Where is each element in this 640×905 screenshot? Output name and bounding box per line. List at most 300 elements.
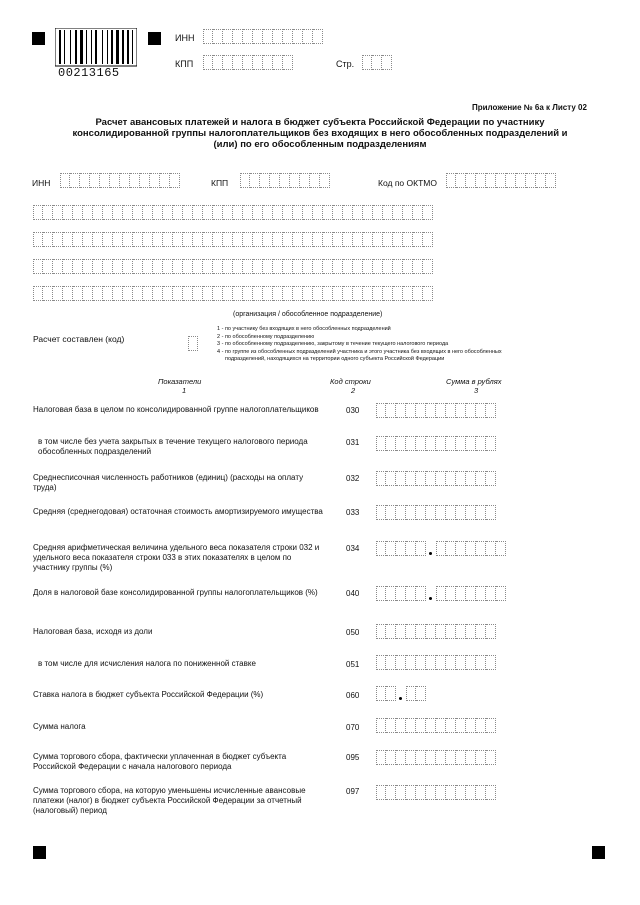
input-cell[interactable] (466, 750, 476, 765)
input-cell[interactable] (323, 259, 333, 274)
input-cell[interactable] (456, 173, 466, 188)
input-cell[interactable] (53, 205, 63, 220)
input-cell[interactable] (403, 259, 413, 274)
input-cell[interactable] (372, 55, 382, 70)
input-cell[interactable] (376, 471, 386, 486)
input-cell[interactable] (466, 505, 476, 520)
input-cell[interactable] (416, 541, 426, 556)
input-cell[interactable] (376, 686, 386, 701)
input-cell[interactable] (476, 750, 486, 765)
input-cell[interactable] (73, 205, 83, 220)
input-cell[interactable] (403, 232, 413, 247)
input-cell[interactable] (476, 541, 486, 556)
input-cell[interactable] (263, 205, 273, 220)
input-cell[interactable] (253, 205, 263, 220)
input-cell[interactable] (406, 436, 416, 451)
input-cell[interactable] (293, 232, 303, 247)
input-cell[interactable] (406, 686, 416, 701)
row-value-fraction-field[interactable] (436, 541, 506, 556)
input-cell[interactable] (63, 205, 73, 220)
row-value-integer-field[interactable] (376, 586, 426, 601)
input-cell[interactable] (300, 173, 310, 188)
input-cell[interactable] (83, 259, 93, 274)
input-cell[interactable] (436, 718, 446, 733)
input-cell[interactable] (333, 205, 343, 220)
input-cell[interactable] (403, 286, 413, 301)
input-cell[interactable] (436, 750, 446, 765)
input-cell[interactable] (446, 541, 456, 556)
input-cell[interactable] (476, 718, 486, 733)
input-cell[interactable] (223, 205, 233, 220)
input-cell[interactable] (446, 785, 456, 800)
input-cell[interactable] (283, 232, 293, 247)
row-value-field[interactable] (376, 624, 496, 639)
input-cell[interactable] (310, 173, 320, 188)
input-cell[interactable] (386, 655, 396, 670)
input-cell[interactable] (153, 205, 163, 220)
input-cell[interactable] (386, 436, 396, 451)
input-cell[interactable] (353, 205, 363, 220)
input-cell[interactable] (376, 541, 386, 556)
input-cell[interactable] (436, 403, 446, 418)
input-cell[interactable] (33, 286, 43, 301)
input-cell[interactable] (173, 259, 183, 274)
input-cell[interactable] (163, 286, 173, 301)
oktmo-field[interactable] (446, 173, 556, 188)
input-cell[interactable] (153, 259, 163, 274)
input-cell[interactable] (456, 505, 466, 520)
input-cell[interactable] (240, 173, 250, 188)
input-cell[interactable] (283, 205, 293, 220)
input-cell[interactable] (53, 286, 63, 301)
input-cell[interactable] (263, 259, 273, 274)
input-cell[interactable] (526, 173, 536, 188)
input-cell[interactable] (70, 173, 80, 188)
input-cell[interactable] (140, 173, 150, 188)
input-cell[interactable] (213, 259, 223, 274)
input-cell[interactable] (313, 259, 323, 274)
input-cell[interactable] (183, 286, 193, 301)
input-cell[interactable] (476, 586, 486, 601)
input-cell[interactable] (476, 624, 486, 639)
input-cell[interactable] (213, 232, 223, 247)
inn-field[interactable] (60, 173, 180, 188)
input-cell[interactable] (283, 55, 293, 70)
input-cell[interactable] (183, 259, 193, 274)
input-cell[interactable] (193, 205, 203, 220)
input-cell[interactable] (456, 718, 466, 733)
input-cell[interactable] (43, 286, 53, 301)
input-cell[interactable] (203, 205, 213, 220)
input-cell[interactable] (273, 286, 283, 301)
input-cell[interactable] (376, 505, 386, 520)
input-cell[interactable] (143, 232, 153, 247)
input-cell[interactable] (100, 173, 110, 188)
input-cell[interactable] (293, 29, 303, 44)
input-cell[interactable] (486, 785, 496, 800)
input-cell[interactable] (426, 471, 436, 486)
input-cell[interactable] (303, 29, 313, 44)
input-cell[interactable] (396, 718, 406, 733)
row-value-field[interactable] (376, 505, 496, 520)
input-cell[interactable] (273, 29, 283, 44)
input-cell[interactable] (413, 286, 423, 301)
input-cell[interactable] (393, 286, 403, 301)
input-cell[interactable] (73, 232, 83, 247)
input-cell[interactable] (416, 655, 426, 670)
input-cell[interactable] (93, 232, 103, 247)
input-cell[interactable] (406, 505, 416, 520)
input-cell[interactable] (213, 205, 223, 220)
input-cell[interactable] (396, 586, 406, 601)
input-cell[interactable] (406, 541, 416, 556)
input-cell[interactable] (456, 403, 466, 418)
input-cell[interactable] (456, 541, 466, 556)
input-cell[interactable] (313, 205, 323, 220)
input-cell[interactable] (466, 785, 476, 800)
input-cell[interactable] (133, 286, 143, 301)
input-cell[interactable] (150, 173, 160, 188)
input-cell[interactable] (233, 259, 243, 274)
input-cell[interactable] (423, 259, 433, 274)
input-cell[interactable] (386, 624, 396, 639)
input-cell[interactable] (333, 232, 343, 247)
input-cell[interactable] (373, 259, 383, 274)
input-cell[interactable] (243, 259, 253, 274)
header-inn-field[interactable] (203, 29, 323, 44)
row-value-field[interactable] (376, 785, 496, 800)
input-cell[interactable] (423, 286, 433, 301)
input-cell[interactable] (406, 718, 416, 733)
row-value-field[interactable] (376, 718, 496, 733)
input-cell[interactable] (313, 232, 323, 247)
row-value-field[interactable] (376, 403, 496, 418)
input-cell[interactable] (323, 232, 333, 247)
input-cell[interactable] (83, 286, 93, 301)
input-cell[interactable] (386, 785, 396, 800)
input-cell[interactable] (406, 403, 416, 418)
input-cell[interactable] (233, 205, 243, 220)
input-cell[interactable] (243, 55, 253, 70)
input-cell[interactable] (263, 55, 273, 70)
input-cell[interactable] (436, 785, 446, 800)
input-cell[interactable] (476, 505, 486, 520)
input-cell[interactable] (436, 505, 446, 520)
input-cell[interactable] (406, 624, 416, 639)
input-cell[interactable] (143, 259, 153, 274)
input-cell[interactable] (93, 259, 103, 274)
input-cell[interactable] (486, 403, 496, 418)
input-cell[interactable] (363, 205, 373, 220)
input-cell[interactable] (386, 750, 396, 765)
input-cell[interactable] (413, 205, 423, 220)
input-cell[interactable] (426, 624, 436, 639)
input-cell[interactable] (303, 286, 313, 301)
input-cell[interactable] (406, 586, 416, 601)
input-cell[interactable] (486, 541, 496, 556)
input-cell[interactable] (233, 232, 243, 247)
input-cell[interactable] (396, 750, 406, 765)
input-cell[interactable] (436, 586, 446, 601)
input-cell[interactable] (243, 232, 253, 247)
input-cell[interactable] (203, 286, 213, 301)
input-cell[interactable] (263, 232, 273, 247)
input-cell[interactable] (103, 232, 113, 247)
input-cell[interactable] (486, 655, 496, 670)
input-cell[interactable] (63, 232, 73, 247)
input-cell[interactable] (253, 286, 263, 301)
input-cell[interactable] (353, 286, 363, 301)
input-cell[interactable] (123, 286, 133, 301)
input-cell[interactable] (446, 471, 456, 486)
input-cell[interactable] (263, 29, 273, 44)
input-cell[interactable] (143, 205, 153, 220)
input-cell[interactable] (536, 173, 546, 188)
input-cell[interactable] (386, 686, 396, 701)
input-cell[interactable] (426, 403, 436, 418)
input-cell[interactable] (496, 586, 506, 601)
input-cell[interactable] (93, 286, 103, 301)
input-cell[interactable] (33, 259, 43, 274)
input-cell[interactable] (393, 205, 403, 220)
input-cell[interactable] (223, 259, 233, 274)
input-cell[interactable] (406, 785, 416, 800)
row-value-field[interactable] (376, 750, 496, 765)
input-cell[interactable] (113, 205, 123, 220)
input-cell[interactable] (243, 205, 253, 220)
input-cell[interactable] (293, 259, 303, 274)
input-cell[interactable] (376, 586, 386, 601)
input-cell[interactable] (80, 173, 90, 188)
input-cell[interactable] (233, 286, 243, 301)
input-cell[interactable] (446, 586, 456, 601)
input-cell[interactable] (313, 29, 323, 44)
row-value-field[interactable] (376, 436, 496, 451)
input-cell[interactable] (496, 541, 506, 556)
input-cell[interactable] (73, 259, 83, 274)
input-cell[interactable] (90, 173, 100, 188)
input-cell[interactable] (486, 173, 496, 188)
row-value-integer-field[interactable] (376, 686, 396, 701)
input-cell[interactable] (466, 471, 476, 486)
input-cell[interactable] (170, 173, 180, 188)
row-value-field[interactable] (376, 655, 496, 670)
input-cell[interactable] (456, 436, 466, 451)
input-cell[interactable] (466, 655, 476, 670)
input-cell[interactable] (466, 436, 476, 451)
input-cell[interactable] (423, 232, 433, 247)
input-cell[interactable] (203, 55, 213, 70)
input-cell[interactable] (188, 336, 198, 351)
input-cell[interactable] (476, 173, 486, 188)
input-cell[interactable] (466, 403, 476, 418)
raschet-code-field[interactable] (188, 336, 198, 351)
row-value-fraction-field[interactable] (406, 686, 426, 701)
input-cell[interactable] (273, 55, 283, 70)
input-cell[interactable] (456, 750, 466, 765)
input-cell[interactable] (376, 718, 386, 733)
input-cell[interactable] (223, 55, 233, 70)
input-cell[interactable] (486, 436, 496, 451)
input-cell[interactable] (416, 750, 426, 765)
input-cell[interactable] (113, 232, 123, 247)
input-cell[interactable] (213, 55, 223, 70)
input-cell[interactable] (373, 286, 383, 301)
input-cell[interactable] (123, 205, 133, 220)
input-cell[interactable] (363, 286, 373, 301)
input-cell[interactable] (426, 505, 436, 520)
input-cell[interactable] (446, 505, 456, 520)
input-cell[interactable] (546, 173, 556, 188)
input-cell[interactable] (333, 286, 343, 301)
input-cell[interactable] (382, 55, 392, 70)
input-cell[interactable] (413, 259, 423, 274)
input-cell[interactable] (103, 286, 113, 301)
row-value-fraction-field[interactable] (436, 586, 506, 601)
input-cell[interactable] (436, 541, 446, 556)
input-cell[interactable] (133, 232, 143, 247)
input-cell[interactable] (436, 655, 446, 670)
input-cell[interactable] (486, 750, 496, 765)
input-cell[interactable] (416, 785, 426, 800)
input-cell[interactable] (283, 259, 293, 274)
input-cell[interactable] (283, 286, 293, 301)
input-cell[interactable] (506, 173, 516, 188)
input-cell[interactable] (253, 55, 263, 70)
input-cell[interactable] (243, 29, 253, 44)
input-cell[interactable] (496, 173, 506, 188)
input-cell[interactable] (456, 471, 466, 486)
input-cell[interactable] (383, 205, 393, 220)
input-cell[interactable] (280, 173, 290, 188)
input-cell[interactable] (466, 718, 476, 733)
input-cell[interactable] (133, 205, 143, 220)
input-cell[interactable] (416, 586, 426, 601)
input-cell[interactable] (163, 205, 173, 220)
input-cell[interactable] (333, 259, 343, 274)
input-cell[interactable] (416, 471, 426, 486)
input-cell[interactable] (343, 286, 353, 301)
input-cell[interactable] (120, 173, 130, 188)
input-cell[interactable] (446, 655, 456, 670)
input-cell[interactable] (123, 259, 133, 274)
input-cell[interactable] (343, 232, 353, 247)
input-cell[interactable] (393, 232, 403, 247)
input-cell[interactable] (363, 232, 373, 247)
input-cell[interactable] (486, 718, 496, 733)
input-cell[interactable] (476, 655, 486, 670)
kpp-field[interactable] (240, 173, 330, 188)
input-cell[interactable] (486, 505, 496, 520)
input-cell[interactable] (383, 286, 393, 301)
input-cell[interactable] (353, 259, 363, 274)
input-cell[interactable] (446, 750, 456, 765)
input-cell[interactable] (456, 655, 466, 670)
input-cell[interactable] (416, 403, 426, 418)
input-cell[interactable] (396, 471, 406, 486)
input-cell[interactable] (113, 259, 123, 274)
input-cell[interactable] (396, 785, 406, 800)
input-cell[interactable] (103, 259, 113, 274)
input-cell[interactable] (260, 173, 270, 188)
input-cell[interactable] (466, 541, 476, 556)
input-cell[interactable] (223, 232, 233, 247)
input-cell[interactable] (436, 624, 446, 639)
input-cell[interactable] (362, 55, 372, 70)
input-cell[interactable] (383, 232, 393, 247)
input-cell[interactable] (253, 232, 263, 247)
input-cell[interactable] (320, 173, 330, 188)
input-cell[interactable] (213, 29, 223, 44)
input-cell[interactable] (33, 232, 43, 247)
input-cell[interactable] (376, 655, 386, 670)
input-cell[interactable] (393, 259, 403, 274)
input-cell[interactable] (476, 471, 486, 486)
row-value-field[interactable] (376, 471, 496, 486)
input-cell[interactable] (113, 286, 123, 301)
input-cell[interactable] (426, 655, 436, 670)
input-cell[interactable] (426, 785, 436, 800)
input-cell[interactable] (323, 286, 333, 301)
input-cell[interactable] (193, 232, 203, 247)
input-cell[interactable] (396, 541, 406, 556)
input-cell[interactable] (416, 624, 426, 639)
header-page-field[interactable] (362, 55, 392, 70)
input-cell[interactable] (466, 624, 476, 639)
input-cell[interactable] (373, 232, 383, 247)
input-cell[interactable] (303, 205, 313, 220)
input-cell[interactable] (123, 232, 133, 247)
input-cell[interactable] (193, 286, 203, 301)
input-cell[interactable] (396, 403, 406, 418)
input-cell[interactable] (413, 232, 423, 247)
header-kpp-field[interactable] (203, 55, 293, 70)
input-cell[interactable] (466, 586, 476, 601)
input-cell[interactable] (250, 173, 260, 188)
input-cell[interactable] (386, 505, 396, 520)
input-cell[interactable] (416, 436, 426, 451)
input-cell[interactable] (63, 286, 73, 301)
input-cell[interactable] (376, 624, 386, 639)
input-cell[interactable] (83, 205, 93, 220)
input-cell[interactable] (486, 471, 496, 486)
row-value-integer-field[interactable] (376, 541, 426, 556)
input-cell[interactable] (466, 173, 476, 188)
input-cell[interactable] (416, 686, 426, 701)
input-cell[interactable] (73, 286, 83, 301)
input-cell[interactable] (486, 624, 496, 639)
input-cell[interactable] (43, 259, 53, 274)
input-cell[interactable] (283, 29, 293, 44)
input-cell[interactable] (396, 624, 406, 639)
input-cell[interactable] (173, 232, 183, 247)
input-cell[interactable] (223, 286, 233, 301)
input-cell[interactable] (110, 173, 120, 188)
input-cell[interactable] (423, 205, 433, 220)
input-cell[interactable] (33, 205, 43, 220)
input-cell[interactable] (343, 205, 353, 220)
input-cell[interactable] (160, 173, 170, 188)
input-cell[interactable] (173, 205, 183, 220)
input-cell[interactable] (293, 205, 303, 220)
input-cell[interactable] (476, 403, 486, 418)
input-cell[interactable] (323, 205, 333, 220)
input-cell[interactable] (416, 505, 426, 520)
input-cell[interactable] (173, 286, 183, 301)
input-cell[interactable] (476, 436, 486, 451)
input-cell[interactable] (406, 655, 416, 670)
input-cell[interactable] (203, 259, 213, 274)
